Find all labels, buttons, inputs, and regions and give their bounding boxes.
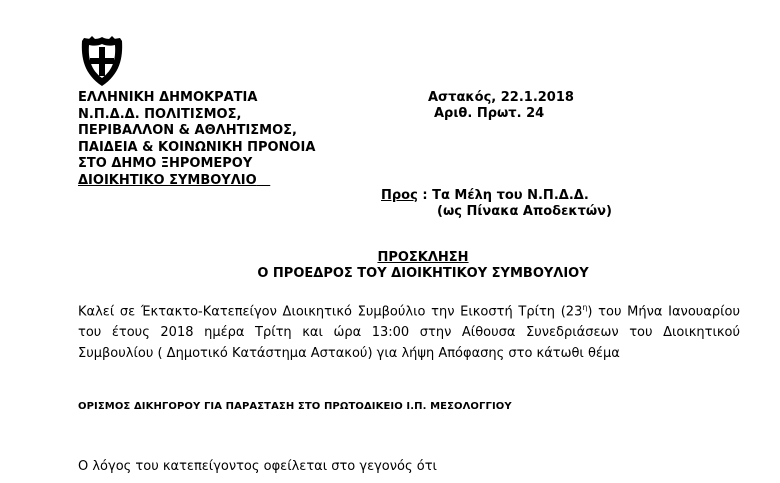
org-line-6: ΔΙΟΙΚΗΤΙΚΟ ΣΥΜΒΟΥΛΙΟ bbox=[78, 172, 257, 188]
org-line-2: Ν.Π.Δ.Δ. ΠΟΛΙΤΙΣΜΟΣ, bbox=[78, 106, 242, 122]
president-title: Ο ΠΡΟΕΔΡΟΣ ΤΟΥ ΔΙΟΙΚΗΤΙΚΟΥ ΣΥΜΒΟΥΛΙΟΥ bbox=[257, 266, 589, 281]
meeting-subject: ΟΡΙΣΜΟΣ ΔΙΚΗΓΟΡΟΥ ΓΙΑ ΠΑΡΑΣΤΑΣΗ ΣΤΟ ΠΡΩΤΟΔΙΚΕΙΟ Ι.Π. ΜΕΣΟΛΟΓΓΙΟΥ bbox=[78, 401, 512, 412]
organization-header bbox=[78, 90, 315, 189]
org-line-5: ΣΤΟ ΔΗΜΟ ΞΗΡΟΜΕΡΟΥ bbox=[78, 156, 253, 171]
place-date: Αστακός, 22.1.2018 bbox=[428, 90, 574, 105]
invitation-body: Καλεί σε Έκτακτο-Κατεπείγον Διοικητικό Συμβούλιο την Εικοστή Τρίτη $(23^\eta)$ του Μήνα Ιανουαρίου του έτους 2018 ημέρα Τρίτη και ώρα 13:00 στην Αίθουσα Συνεδριάσεων του Διοικητικού Συμβουλίου ( Δημοτικό Κατάστημα Αστακού) για λήψη Απόφασης στο κάτωθι θέμα bbox=[78, 303, 740, 362]
recipients-line bbox=[381, 188, 589, 205]
recipients-text: : Τα Μέλη του Ν.Π.Δ.Δ. bbox=[417, 188, 589, 203]
org-line-4: ΠΑΙΔΕΙΑ & ΚΟΙΝΩΝΙΚΗ ΠΡΟΝΟΙΑ bbox=[78, 139, 316, 155]
recipients-list-note: (ως Πίνακα Αποδεκτών) bbox=[437, 204, 612, 219]
recipients-label: Προς bbox=[381, 188, 418, 203]
urgency-reason: Ο λόγος του κατεπείγοντος οφείλεται στο γεγονός ότι bbox=[78, 459, 437, 474]
ordinal-superscript: η bbox=[582, 303, 588, 312]
protocol-number: Αριθ. Πρωτ. 24 bbox=[434, 106, 545, 121]
greek-coat-of-arms-icon bbox=[80, 36, 124, 88]
invitation-title: ΠΡΟΣΚΛΗΣΗ bbox=[377, 250, 469, 265]
org-line-1: ΕΛΛΗΝΙΚΗ ΔΗΜΟΚΡΑΤΙΑ bbox=[78, 90, 258, 105]
org-line-3: ΠΕΡΙΒΑΛΛΟΝ & ΑΘΛΗΤΙΣΜΟΣ, bbox=[78, 123, 297, 138]
